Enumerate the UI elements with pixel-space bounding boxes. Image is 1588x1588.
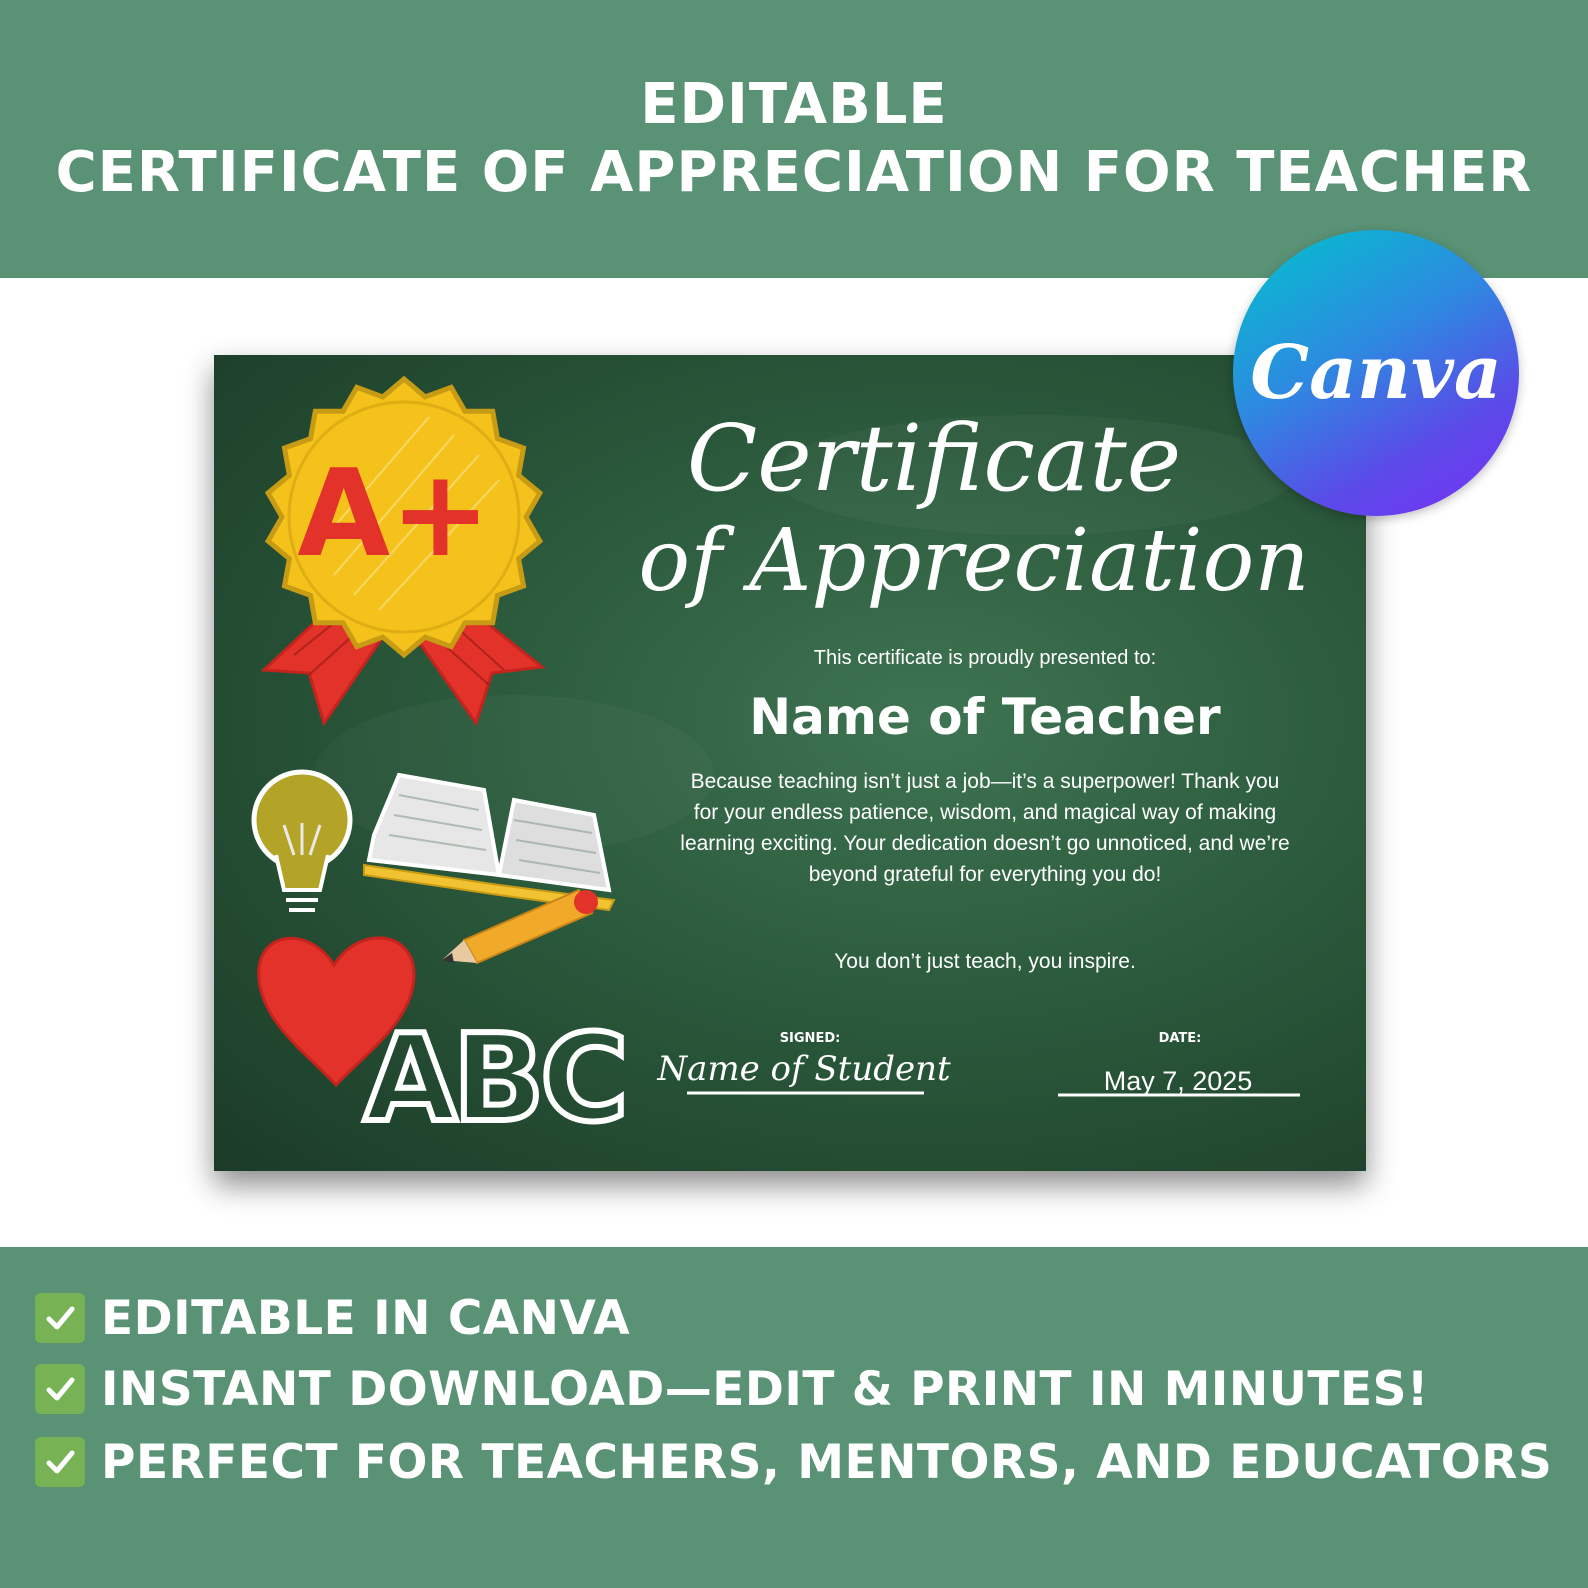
feature-label: EDITABLE IN CANVA [101, 1290, 631, 1346]
feature-label: INSTANT DOWNLOAD—EDIT & PRINT IN MINUTES! [101, 1361, 1429, 1417]
abc-letters-icon: ABC [364, 1010, 625, 1149]
header-line-2: CERTIFICATE OF APPRECIATION FOR TEACHER [55, 140, 1533, 205]
checkmark-icon [35, 1437, 85, 1487]
canva-logo-badge [1233, 230, 1519, 516]
date-value: May 7, 2025 [1103, 1066, 1253, 1096]
pencil-icon [442, 890, 598, 963]
feature-label: PERFECT FOR TEACHERS, MENTORS, AND EDUCATORS [101, 1434, 1553, 1490]
signed-label: SIGNED: [779, 1031, 841, 1046]
appreciation-message: Because teaching isn’t just a job—it’s a superpower! Thank you for your endless patience, wisdom, and magical way of making learning exciting. Your dedication doesn’t go unnoticed, and we’re beyond grateful for everything you do! [680, 770, 1290, 886]
certificate-title-line-1: Certificate [686, 405, 1182, 512]
certificate-card [214, 355, 1366, 1171]
signature-text: Name of Student [657, 1049, 951, 1089]
checkmark-icon [35, 1293, 85, 1343]
feature-item-3 [35, 1435, 1552, 1489]
checkmark-icon [35, 1364, 85, 1414]
date-label: DATE: [1158, 1031, 1202, 1046]
lightbulb-icon [254, 772, 350, 910]
grade-text: A+ [297, 445, 491, 584]
canva-logo-text: Canva [1250, 330, 1502, 416]
header-line-1: EDITABLE [640, 72, 948, 137]
certificate-artwork [214, 355, 1366, 1171]
certificate-title-line-2: of Appreciation [638, 511, 1310, 611]
feature-item-1 [35, 1291, 630, 1345]
tagline-text: You don’t just teach, you inspire. [834, 950, 1136, 973]
presented-to-text: This certificate is proudly presented to: [813, 647, 1157, 669]
recipient-name: Name of Teacher [749, 688, 1221, 746]
feature-item-2 [35, 1362, 1429, 1416]
a-plus-medal-icon [268, 379, 540, 655]
